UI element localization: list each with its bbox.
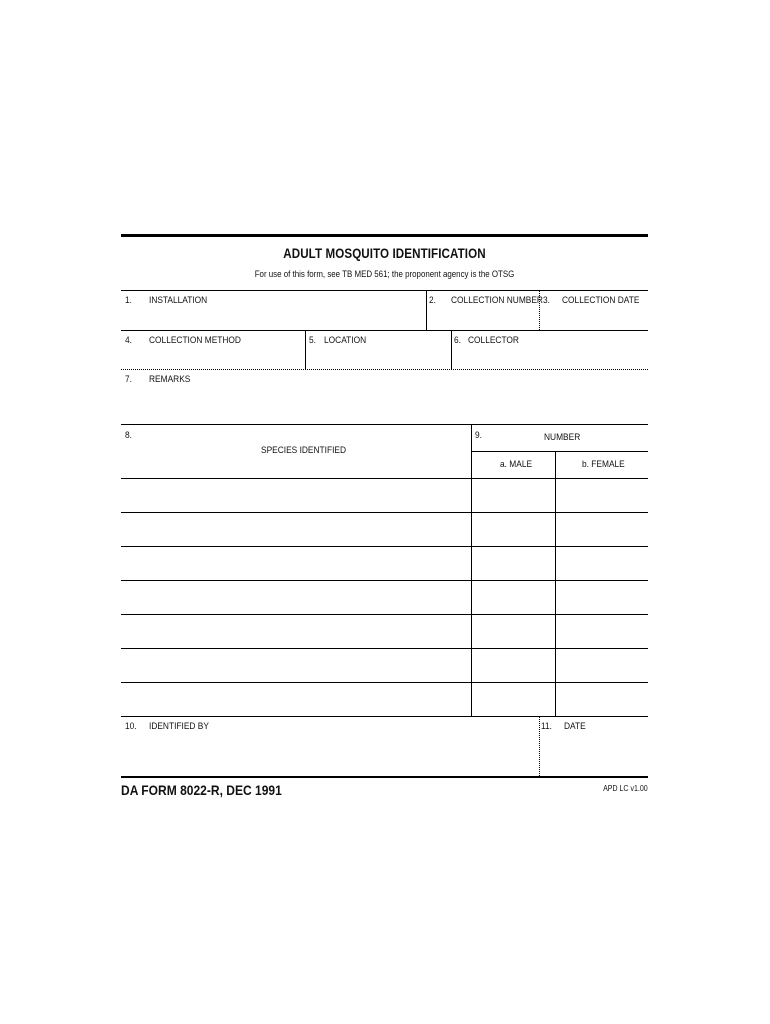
female-count-cell[interactable] (556, 581, 648, 614)
number-header (472, 425, 648, 451)
installation-number: 1. (125, 295, 132, 306)
collection-date-label: COLLECTION DATE (562, 295, 640, 306)
number-label: NUMBER (544, 432, 581, 443)
identified-by-label: IDENTIFIED BY (149, 721, 209, 732)
male-count-cell[interactable] (472, 547, 555, 580)
location-label: LOCATION (324, 335, 367, 346)
location-field[interactable] (306, 331, 451, 369)
female-count-cell[interactable] (556, 547, 648, 580)
date-label: DATE (564, 721, 586, 732)
female-count-cell[interactable] (556, 649, 648, 682)
species-number: 8. (125, 430, 132, 441)
collection-method-number: 4. (125, 335, 132, 346)
collector-number: 6. (454, 335, 461, 346)
date-field[interactable] (540, 717, 648, 776)
species-cell[interactable] (121, 479, 471, 512)
female-header (556, 452, 648, 478)
remarks-number: 7. (125, 374, 132, 385)
species-cell[interactable] (121, 581, 471, 614)
identified-by-number: 10. (125, 721, 137, 732)
version-label: APD LC v1.00 (603, 784, 648, 793)
female-count-cell[interactable] (556, 513, 648, 546)
bottom-rule (121, 776, 648, 778)
location-number: 5. (309, 335, 316, 346)
male-count-cell[interactable] (472, 513, 555, 546)
female-count-cell[interactable] (556, 479, 648, 512)
top-rule (121, 234, 648, 237)
collection-number-field[interactable] (427, 291, 543, 330)
remarks-label: REMARKS (149, 374, 191, 385)
collection-number-number: 2. (429, 295, 436, 306)
male-count-cell[interactable] (472, 649, 555, 682)
collection-method-label: COLLECTION METHOD (149, 335, 241, 346)
date-number: 11. (541, 721, 553, 732)
remarks-field[interactable] (121, 370, 648, 424)
collector-label: COLLECTOR (468, 335, 519, 346)
form-subtitle: For use of this form, see TB MED 561; the proponent agency is the OTSG (254, 269, 515, 279)
species-label: SPECIES IDENTIFIED (261, 445, 347, 456)
installation-field[interactable] (121, 291, 426, 330)
species-header (121, 425, 471, 478)
female-label: b. FEMALE (582, 459, 625, 470)
male-label: a. MALE (500, 459, 533, 470)
collection-method-field[interactable] (121, 331, 305, 369)
female-count-cell[interactable] (556, 683, 648, 716)
collection-date-field[interactable] (540, 291, 648, 330)
species-cell[interactable] (121, 683, 471, 716)
species-cell[interactable] (121, 547, 471, 580)
male-count-cell[interactable] (472, 615, 555, 648)
form-number: DA FORM 8022-R, DEC 1991 (121, 782, 282, 798)
species-cell[interactable] (121, 649, 471, 682)
collection-date-number: 3. (543, 295, 550, 306)
female-count-cell[interactable] (556, 615, 648, 648)
species-cell[interactable] (121, 513, 471, 546)
species-cell[interactable] (121, 615, 471, 648)
male-count-cell[interactable] (472, 683, 555, 716)
collector-field[interactable] (452, 331, 648, 369)
male-count-cell[interactable] (472, 479, 555, 512)
male-header (472, 452, 555, 478)
collection-number-label: COLLECTION NUMBER (451, 295, 543, 306)
installation-label: INSTALLATION (149, 295, 208, 306)
male-count-cell[interactable] (472, 581, 555, 614)
identified-by-field[interactable] (121, 717, 539, 776)
form-title: ADULT MOSQUITO IDENTIFICATION (283, 246, 486, 261)
mosquito-form (121, 234, 648, 808)
number-number: 9. (475, 430, 482, 441)
